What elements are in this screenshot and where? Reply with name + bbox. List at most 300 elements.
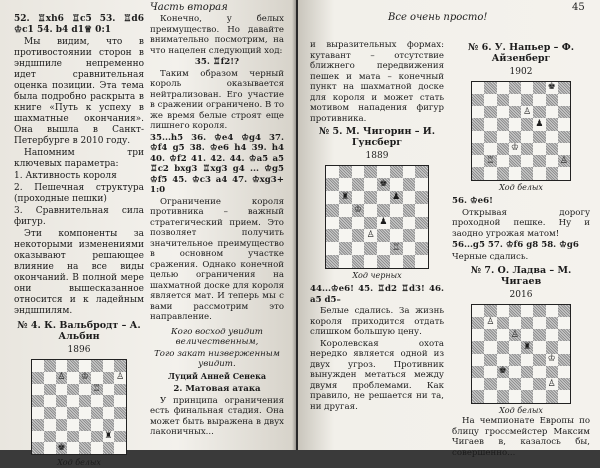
board-square <box>56 372 68 384</box>
board-square <box>558 106 570 118</box>
board-square <box>364 229 377 242</box>
board-square <box>497 82 509 94</box>
board-caption: Ход белых <box>499 405 543 415</box>
board-square <box>484 94 496 106</box>
game-year: 2016 <box>509 290 533 300</box>
running-header: Все очень просто! <box>388 12 488 23</box>
board-square <box>558 155 570 167</box>
board-square <box>546 390 558 402</box>
board-square <box>484 143 496 155</box>
board-square <box>521 305 533 317</box>
board-square <box>472 131 484 143</box>
board-square <box>509 354 521 366</box>
board-square <box>497 354 509 366</box>
epigraph-line: Кого восход увидит величественным, <box>171 326 263 347</box>
chess-piece-icon: ♟ <box>392 191 401 202</box>
chess-piece-icon: ♚ <box>57 442 66 453</box>
board-square <box>546 366 558 378</box>
board-square <box>533 390 545 402</box>
board-square <box>377 217 390 230</box>
board-square <box>403 166 416 179</box>
chess-piece-icon: ♔ <box>510 143 519 154</box>
board-square <box>546 131 558 143</box>
board-square <box>533 167 545 179</box>
board-square <box>415 166 428 179</box>
move-line: 35...h5 36. ♔e4 ♔g4 37. ♔f4 g5 38. ♔e6 h4 39. h4 40. ♔f2 41. 42. 44. ♔a5 a5 ♖c2 bxg3 ♖xg3 g4 ... ♔g5 ♔f5 45. ♔c3 a4 47. ♔xg3+ 1:0 <box>150 132 284 195</box>
board-square <box>472 366 484 378</box>
board-square <box>484 118 496 130</box>
board-square <box>472 378 484 390</box>
board-square <box>509 390 521 402</box>
board-square <box>472 329 484 341</box>
board-square <box>339 229 352 242</box>
paragraph: Конечно, у белых преимущество. Но давайте внимательно посмотрим, на что нацелен следующий ход: <box>150 14 284 56</box>
board-square <box>509 118 521 130</box>
board-square <box>533 155 545 167</box>
board-square <box>497 106 509 118</box>
board-square <box>79 384 91 396</box>
board-square <box>403 255 416 268</box>
chess-piece-icon: ♙ <box>486 317 495 328</box>
board-square <box>521 378 533 390</box>
board-square <box>546 118 558 130</box>
board-square <box>415 191 428 204</box>
board-square <box>79 431 91 443</box>
board-square <box>558 82 570 94</box>
board-square <box>67 419 79 431</box>
chess-piece-icon: ♙ <box>116 372 125 383</box>
board-square <box>558 378 570 390</box>
board-square <box>472 354 484 366</box>
board-square <box>403 204 416 217</box>
board-square <box>67 384 79 396</box>
board-square <box>91 395 103 407</box>
board-square <box>377 242 390 255</box>
board-square <box>472 94 484 106</box>
board-square <box>415 204 428 217</box>
board-square <box>32 419 44 431</box>
board-square <box>339 255 352 268</box>
chess-piece-icon: ♔ <box>353 204 362 215</box>
board-square <box>56 395 68 407</box>
board-square <box>533 366 545 378</box>
board-square <box>509 131 521 143</box>
board-square <box>339 242 352 255</box>
board-square <box>352 255 365 268</box>
board-square <box>44 372 56 384</box>
board-square <box>546 143 558 155</box>
board-square <box>390 178 403 191</box>
chess-piece-icon: ♔ <box>547 354 556 365</box>
board-square <box>509 329 521 341</box>
board-square <box>472 341 484 353</box>
board-square <box>509 341 521 353</box>
board-square <box>546 329 558 341</box>
board-square <box>103 395 115 407</box>
board-square <box>521 354 533 366</box>
chess-piece-icon: ♙ <box>547 378 556 389</box>
board-square <box>509 155 521 167</box>
board-square <box>497 167 509 179</box>
board-square <box>521 106 533 118</box>
board-square <box>67 442 79 454</box>
chess-piece-icon: ♙ <box>57 372 66 383</box>
board-square <box>114 419 126 431</box>
board-square <box>403 217 416 230</box>
board-square <box>326 242 339 255</box>
board-square <box>114 360 126 372</box>
board-square <box>472 155 484 167</box>
board-square <box>32 442 44 454</box>
board-square <box>533 305 545 317</box>
board-square <box>326 204 339 217</box>
list-item: 2. Пешечная структура (проходные пешки) <box>14 183 144 204</box>
board-caption: Ход белых <box>499 182 543 192</box>
board-square <box>497 118 509 130</box>
paragraph: Королевская охота нередко является одной из двух угроз. Противник вынужден метаться между двумя проблемами. Как правило, не решается ни та, ни другая. <box>310 338 444 412</box>
board-square <box>364 166 377 179</box>
board-square <box>497 329 509 341</box>
paragraph: Черные сдались. <box>452 251 529 262</box>
board-square <box>415 178 428 191</box>
paragraph: Напомним три ключевых параметра: <box>14 148 144 169</box>
board-square <box>377 255 390 268</box>
chess-board <box>31 359 127 455</box>
board-square <box>103 407 115 419</box>
board-square <box>91 372 103 384</box>
board-square <box>509 143 521 155</box>
board-square <box>91 407 103 419</box>
board-square <box>79 419 91 431</box>
board-square <box>103 384 115 396</box>
board-square <box>32 384 44 396</box>
board-square <box>472 390 484 402</box>
board-square <box>32 431 44 443</box>
board-square <box>403 178 416 191</box>
board-square <box>390 204 403 217</box>
board-square <box>546 82 558 94</box>
section-heading: 2. Матовая атака <box>173 384 261 394</box>
board-square <box>32 360 44 372</box>
board-square <box>546 305 558 317</box>
left-page <box>0 0 296 467</box>
board-square <box>326 191 339 204</box>
board-square <box>484 378 496 390</box>
board-square <box>558 317 570 329</box>
board-square <box>558 329 570 341</box>
board-square <box>32 395 44 407</box>
game-year: 1896 <box>67 345 91 355</box>
board-square <box>484 317 496 329</box>
board-square <box>67 407 79 419</box>
board-square <box>56 360 68 372</box>
board-square <box>44 395 56 407</box>
board-square <box>352 242 365 255</box>
board-square <box>377 178 390 191</box>
board-square <box>546 94 558 106</box>
board-square <box>521 131 533 143</box>
chess-piece-icon: ♚ <box>547 82 556 93</box>
board-square <box>472 118 484 130</box>
board-square <box>364 217 377 230</box>
chess-piece-icon: ♙ <box>366 230 375 241</box>
board-square <box>403 191 416 204</box>
chess-piece-icon: ♟ <box>535 118 544 129</box>
board-square <box>103 372 115 384</box>
board-square <box>558 143 570 155</box>
board-square <box>497 341 509 353</box>
game-year: 1889 <box>365 151 389 161</box>
chess-piece-icon: ♔ <box>80 372 89 383</box>
board-square <box>326 178 339 191</box>
board-square <box>339 178 352 191</box>
board-square <box>484 167 496 179</box>
board-square <box>533 131 545 143</box>
chess-piece-icon: ♟ <box>379 217 388 228</box>
board-square <box>521 155 533 167</box>
board-square <box>533 106 545 118</box>
board-square <box>67 372 79 384</box>
board-square <box>546 354 558 366</box>
board-square <box>484 305 496 317</box>
board-square <box>352 204 365 217</box>
board-caption: Ход черных <box>352 270 402 280</box>
board-square <box>497 155 509 167</box>
chess-piece-icon: ♙ <box>510 329 519 340</box>
board-square <box>56 442 68 454</box>
board-square <box>484 106 496 118</box>
board-square <box>484 354 496 366</box>
board-square <box>533 341 545 353</box>
chess-piece-icon: ♙ <box>523 106 532 117</box>
board-square <box>509 82 521 94</box>
board-square <box>533 82 545 94</box>
board-square <box>390 217 403 230</box>
board-square <box>546 106 558 118</box>
board-square <box>546 317 558 329</box>
board-square <box>339 166 352 179</box>
board-square <box>472 167 484 179</box>
board-square <box>32 372 44 384</box>
board-square <box>497 366 509 378</box>
board-square <box>533 143 545 155</box>
board-square <box>472 106 484 118</box>
board-square <box>114 372 126 384</box>
board-square <box>114 384 126 396</box>
board-square <box>114 431 126 443</box>
board-square <box>533 329 545 341</box>
list-item: 1. Активность короля <box>14 171 117 181</box>
board-square <box>558 131 570 143</box>
move-line: 35. ♖f2!? <box>194 57 240 67</box>
board-square <box>484 131 496 143</box>
game-title: № 7. О. Ладва – М. Чигаев <box>470 265 572 287</box>
board-square <box>497 131 509 143</box>
move-line: 56...g5 57. ♔f6 g8 58. ♔g6 <box>452 240 579 250</box>
board-square <box>484 390 496 402</box>
board-square <box>79 372 91 384</box>
board-square <box>352 166 365 179</box>
board-square <box>67 431 79 443</box>
paragraph: Белые сдались. За жизнь короля приходится отдать слишком большую цену. <box>310 306 444 337</box>
epigraph-author: Луций Анней Сенека <box>167 370 267 381</box>
board-square <box>484 341 496 353</box>
game-year: 1902 <box>509 67 533 77</box>
board-square <box>521 167 533 179</box>
board-square <box>44 431 56 443</box>
board-square <box>497 305 509 317</box>
epigraph-line: Того закат низверженным увидит. <box>154 348 280 369</box>
board-square <box>509 366 521 378</box>
board-square <box>546 378 558 390</box>
board-square <box>521 94 533 106</box>
board-square <box>377 204 390 217</box>
board-square <box>497 378 509 390</box>
board-square <box>472 317 484 329</box>
game-title: № 5. М. Чигорин – И. Гунсберг <box>318 126 436 148</box>
move-line: 44...♔e6! 45. ♖d2 ♖d3! 46. a5 d5– <box>310 284 444 305</box>
board-square <box>79 442 91 454</box>
board-square <box>91 384 103 396</box>
board-square <box>521 143 533 155</box>
board-square <box>533 378 545 390</box>
chess-piece-icon: ♙ <box>559 155 568 166</box>
chess-piece-icon: ♖ <box>486 155 495 166</box>
running-header: Часть вторая <box>150 2 228 13</box>
board-square <box>509 378 521 390</box>
board-square <box>558 305 570 317</box>
board-square <box>415 242 428 255</box>
board-square <box>67 395 79 407</box>
board-square <box>103 360 115 372</box>
board-square <box>103 442 115 454</box>
board-square <box>472 82 484 94</box>
chess-piece-icon: ♚ <box>379 179 388 190</box>
board-square <box>521 82 533 94</box>
board-square <box>390 255 403 268</box>
board-square <box>339 191 352 204</box>
board-square <box>546 167 558 179</box>
board-square <box>114 442 126 454</box>
board-square <box>67 360 79 372</box>
board-square <box>497 317 509 329</box>
board-square <box>484 366 496 378</box>
board-square <box>377 229 390 242</box>
board-square <box>44 407 56 419</box>
board-square <box>326 229 339 242</box>
board-square <box>352 217 365 230</box>
board-square <box>403 242 416 255</box>
board-square <box>521 341 533 353</box>
board-square <box>56 407 68 419</box>
paragraph: и выразительных формах: кутавант – отсутствие ближнего передвижения пешек и мата – конечный пункт на шахматной доске для короля и может стать мотивом нападения фигур противника. <box>310 40 444 124</box>
paragraph: Таким образом черный король оказывается нейтрализован. Его участие в сражении ограничено. В то же время белые строят еще лишнего короля. <box>150 68 284 131</box>
chess-board <box>471 81 571 181</box>
board-square <box>521 366 533 378</box>
board-square <box>546 155 558 167</box>
board-square <box>91 431 103 443</box>
board-square <box>390 229 403 242</box>
board-square <box>56 384 68 396</box>
board-square <box>91 360 103 372</box>
board-square <box>364 204 377 217</box>
game-title: № 4. К. Вальбродт – А. Альбин <box>17 320 141 342</box>
board-square <box>103 431 115 443</box>
chess-board <box>325 165 429 269</box>
board-square <box>472 305 484 317</box>
board-square <box>484 82 496 94</box>
board-square <box>364 191 377 204</box>
board-square <box>32 407 44 419</box>
board-square <box>415 229 428 242</box>
game-title: № 6. У. Напьер – Ф. Айзенберг <box>467 42 575 64</box>
paragraph: Эти компоненты за некоторыми изменениями оказывают решающее влияние на все виды окончаний. В полной мере они вышесказанное относится и к ладейным эндшпилям. <box>14 229 144 316</box>
chess-piece-icon: ♚ <box>498 366 507 377</box>
chess-piece-icon: ♜ <box>523 341 532 352</box>
board-square <box>352 229 365 242</box>
board-square <box>558 341 570 353</box>
board-square <box>364 242 377 255</box>
board-square <box>509 94 521 106</box>
board-square <box>521 390 533 402</box>
board-square <box>79 395 91 407</box>
board-square <box>326 217 339 230</box>
board-square <box>364 178 377 191</box>
board-square <box>533 317 545 329</box>
board-square <box>44 384 56 396</box>
board-square <box>390 166 403 179</box>
list-item: 3. Сравнительная сила фигур. <box>14 206 144 227</box>
right-page <box>298 0 600 458</box>
page-number: 45 <box>572 2 585 13</box>
board-square <box>484 155 496 167</box>
board-square <box>326 255 339 268</box>
board-square <box>44 442 56 454</box>
board-square <box>484 329 496 341</box>
board-square <box>91 419 103 431</box>
chess-piece-icon: ♖ <box>92 383 101 394</box>
board-square <box>114 407 126 419</box>
chess-piece-icon: ♜ <box>104 430 113 441</box>
board-square <box>509 317 521 329</box>
board-square <box>558 94 570 106</box>
right-column <box>310 40 444 413</box>
board-square <box>497 390 509 402</box>
board-square <box>390 242 403 255</box>
board-square <box>44 419 56 431</box>
board-square <box>497 143 509 155</box>
move-line: 52. ♖xh6 ♖c5 53. ♖d6 ♔c1 54. b4 d1♕ 0:1 <box>14 14 144 35</box>
board-square <box>44 360 56 372</box>
board-square <box>103 419 115 431</box>
board-square <box>533 354 545 366</box>
paragraph: У принципа ограничения есть финальная стадия. Она может быть выражена в двух лаконичных... <box>150 395 284 437</box>
board-square <box>56 419 68 431</box>
board-square <box>339 217 352 230</box>
board-square <box>509 106 521 118</box>
board-square <box>533 94 545 106</box>
board-square <box>56 431 68 443</box>
board-square <box>472 143 484 155</box>
board-square <box>521 118 533 130</box>
board-square <box>521 329 533 341</box>
board-square <box>352 191 365 204</box>
board-square <box>403 229 416 242</box>
board-square <box>558 118 570 130</box>
left-column-2 <box>150 14 284 439</box>
paragraph: Открывая дорогу проходной пешке. Ну и заодно угрожая матом! <box>452 207 590 239</box>
move-line: 56. ♔e6! <box>452 196 493 206</box>
